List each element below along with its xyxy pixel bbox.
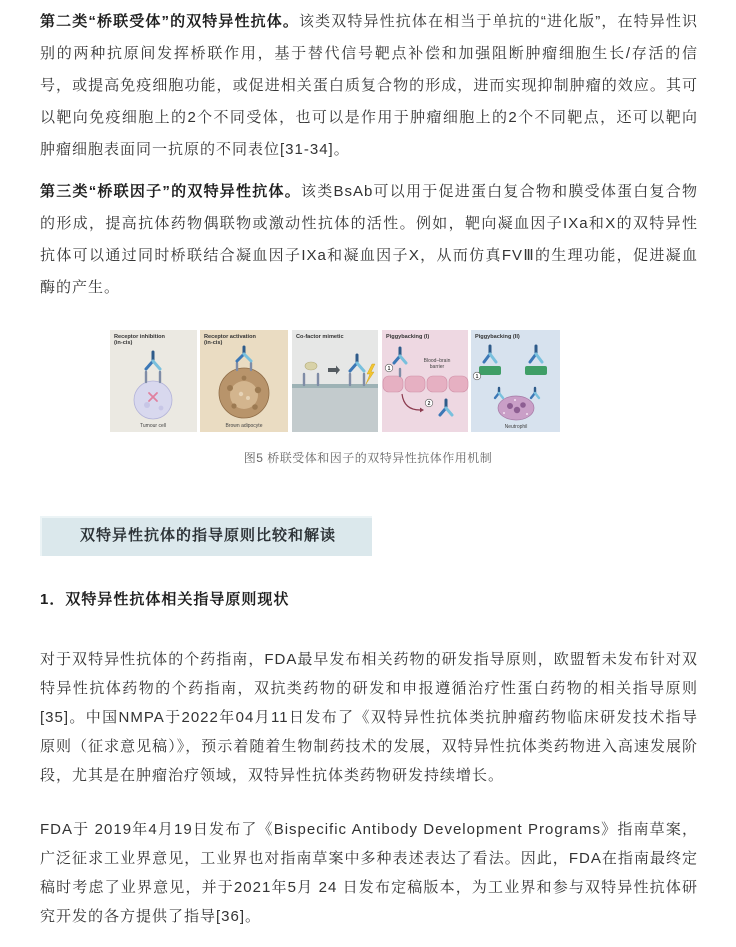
mechanism-figure[interactable] [110, 330, 560, 432]
membrane [292, 386, 378, 432]
green-receptor-block [525, 366, 547, 375]
section-title: 双特异性抗体的指导原则比较和解读 [80, 527, 337, 544]
paragraph-lead: 第三类“桥联因子”的双特异性抗体。 [40, 183, 301, 200]
panel-piggybacking-2 [471, 330, 560, 432]
subsection-heading: 1．双特异性抗体相关指导原则现状 [40, 591, 290, 608]
lipid-droplet [227, 385, 233, 391]
nucleus-lobe [507, 403, 513, 409]
panel-1-mode: (in-cis) [114, 340, 133, 346]
lipid-droplet [231, 403, 236, 408]
paragraph-bridging-factor [40, 176, 698, 304]
mechanism-illustration [110, 330, 560, 432]
nucleus-lobe [520, 402, 526, 408]
panel-5-title: Piggybacking (II) [475, 334, 520, 340]
panel-2-cell-label: Brown adipocyte [225, 423, 263, 429]
lipid-droplet [246, 396, 250, 400]
barrier-label-line-2: barrier [429, 364, 445, 370]
tumour-cell [134, 381, 172, 419]
step-1-number: 1 [387, 365, 391, 372]
lipid-droplet [255, 387, 261, 393]
endothelial-cell [405, 376, 425, 392]
panel-1-cell-label: Tumour cell [140, 423, 166, 429]
panel-4-title: Piggybacking (I) [386, 334, 430, 340]
paragraph-guidelines-status: 对于双特异性抗体的个药指南，FDA最早发布相关药物的研发指导原则，欧盟暂未发布针对双特异性抗体药物的个药指南，双抗类药物的研发和申报遵循治疗性蛋白药物的相关指导原则[35]。中国NMPA于2022年04月11日发布了《双特异性抗体类抗肿瘤药物临床研发技术指导原则（征求意见稿）》，预示着随着生物制药技术的发展，双特异性抗体类药物进入高速发展阶段，尤其是在肿瘤治疗领域，双特异性抗体类药物研发持续增长。 [40, 651, 698, 784]
lipid-droplet [252, 404, 258, 410]
panel-co-factor-mimetic [292, 330, 378, 432]
panel-2-mode: (in-cis) [204, 340, 223, 346]
panel-5-cell-label: Neutrophil [504, 424, 528, 430]
lipid-droplet [239, 392, 243, 396]
nucleus-lobe [514, 407, 520, 413]
panel-piggybacking-1 [382, 330, 468, 432]
paragraph-body: 该类双特异性抗体在相当于单抗的“进化版”，在特异性识别的两种抗原间发挥桥联作用，基于替代信号靶点补偿和加强阻断肿瘤细胞生长/存活的信号，或提高免疫细胞功能，或促进相关蛋白质复合物的形成，进而实现抑制肿瘤的效应。其可以靶向免疫细胞上的2个不同受体，也可以是作用于肿瘤细胞上的2个不同靶点，还可以靶向肿瘤细胞表面同一抗原的不同表位[31-34]。 [40, 13, 698, 158]
cell-organelle [144, 402, 150, 408]
endothelial-cell [449, 376, 468, 392]
panel-3-title: Co-factor mimetic [296, 334, 344, 340]
endothelial-cell [383, 376, 403, 392]
paragraph-body: 该类BsAb可以用于促进蛋白复合物和膜受体蛋白复合物的形成，提高抗体药物偶联物或激动性抗体的活性。例如，靶向凝血因子IXa和X的双特异性抗体可以通过同时桥联结合凝血因子IXa和凝血因子X，从而仿真FVⅢ的生理功能，促进凝血酶的产生。 [40, 183, 698, 296]
barrier-label-line-1: Blood–brain [423, 358, 451, 364]
panel-1-title: Receptor inhibition [114, 334, 165, 340]
panel-2-title: Receptor activation [204, 334, 256, 340]
section-header [40, 516, 372, 556]
granule [514, 399, 516, 401]
granule [526, 413, 528, 415]
lipid-droplet [242, 376, 247, 381]
green-receptor-block [479, 366, 501, 375]
step-1-number: 1 [475, 373, 479, 380]
endothelial-cell [427, 376, 447, 392]
cell-organelle [159, 406, 164, 411]
granule [503, 412, 505, 414]
paragraph-fda-guidance: FDA于 2019年4月19日发布了《Bispecific Antibody Development Programs》指南草案，广泛征求工业界意见，工业界也对指南草案中多种表述表达了看法。因此，FDA在指南最终定稿时考虑了业界意见，并于2021年5月 24 日发布定稿版本，为工业界和参与双特异性抗体研究开发的各方提供了指导[36]。 [40, 821, 698, 925]
step-2-number: 2 [427, 400, 431, 407]
natural-cofactor [305, 362, 317, 370]
paragraph-bridging-receptor [40, 6, 698, 166]
panel-receptor-inhibition [110, 330, 197, 432]
figure-caption: 图5 桥联受体和因子的双特异性抗体作用机制 [243, 451, 493, 465]
panel-receptor-activation [200, 330, 288, 432]
paragraph-lead: 第二类“桥联受体”的双特异性抗体。 [40, 13, 300, 30]
